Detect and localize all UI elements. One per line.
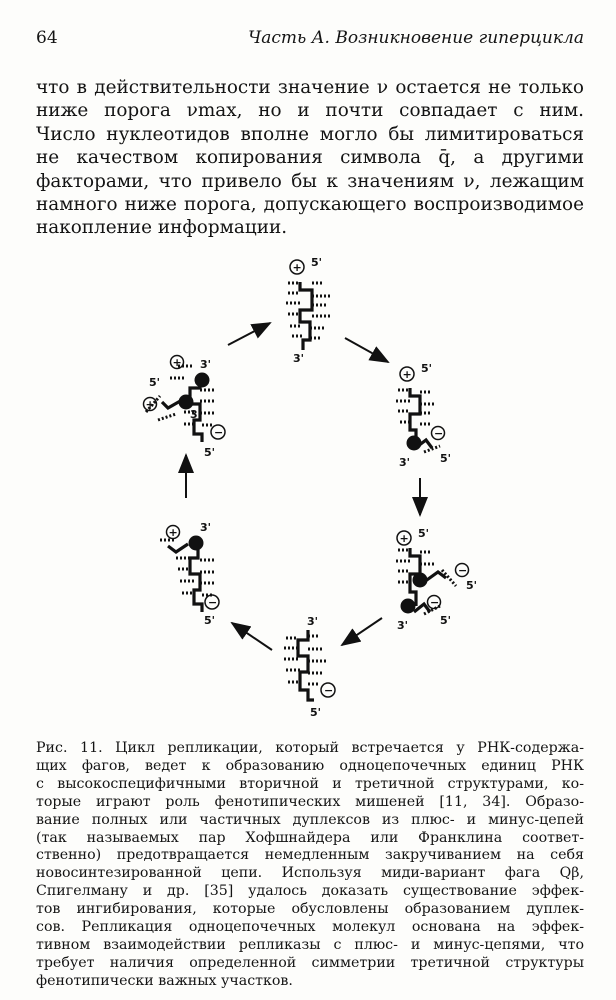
replicase-icon <box>195 373 210 388</box>
caption-line: новосинтезированной цепи. Используя миди-вариант фага Qβ, <box>36 865 584 882</box>
five-prime-label: 5' <box>204 446 216 459</box>
minus-sign-label: − <box>208 596 218 609</box>
replicase-icon <box>189 536 204 551</box>
minus-sign-label: − <box>214 426 224 439</box>
five-prime-label: 5' <box>421 362 433 375</box>
three-prime-label: 3' <box>200 358 212 371</box>
five-prime-label: 5' <box>310 706 322 719</box>
minus-sign-label: − <box>430 596 440 609</box>
caption-line: тивном взаимодействии репликазы с плюс- и минус-цепями, что <box>36 936 584 953</box>
caption-line: торые играют роль фенотипических мишеней [11, 34]. Образо- <box>36 793 584 810</box>
caption-line: тов ингибирования, которые обусловлены образованием дуплек- <box>36 901 584 918</box>
running-title: Часть А. Возникновение гиперцикла <box>248 28 584 48</box>
replication-cycle-figure <box>0 240 616 730</box>
caption-line: вание полных или частичных дуплексов из плюс- и минус-цепей <box>36 811 584 828</box>
arrow-top-left <box>228 323 270 345</box>
figure-caption <box>36 740 584 991</box>
caption-line: сов. Репликация одноцепочечных молекул основана на эффек- <box>36 919 584 936</box>
caption-line: требует наличия определенной симметрии третичной структуры <box>36 954 584 971</box>
five-prime-label: 5' <box>466 579 478 592</box>
caption-line: ственно) предотвращается немедленным закручиванием на себя <box>36 847 584 864</box>
minus-sign-label: − <box>434 427 444 440</box>
body-line: накопление информации. <box>36 217 288 239</box>
replicase-icon <box>407 436 422 451</box>
plus-sign-label: + <box>399 532 409 545</box>
arrow-top-right <box>345 338 388 362</box>
page-number: 64 <box>36 28 58 48</box>
minus-sign-label: − <box>324 684 334 697</box>
caption-line: (так называемых пар Хофшнайдера или Франклина соответ- <box>36 829 584 846</box>
three-prime-label: 3' <box>399 456 411 469</box>
five-prime-label: 5' <box>440 614 452 627</box>
three-prime-label: 3' <box>397 619 409 632</box>
rna-molecule-top <box>286 282 330 350</box>
body-line: факторами, что привело бы к значениям ν, лежащим <box>36 170 584 192</box>
caption-line: фенотипически важных участков. <box>36 972 293 989</box>
body-line: намного ниже порога, допускающего воспроизводимое <box>36 194 584 216</box>
five-prime-label: 5' <box>149 376 161 389</box>
three-prime-label: 3' <box>293 352 305 365</box>
caption-line: Спигелману и др. [35] удалось доказать существование эффек- <box>36 883 584 900</box>
five-prime-label: 5' <box>311 256 323 269</box>
arrow-bottom-right <box>342 618 382 645</box>
body-paragraph <box>36 76 584 240</box>
replicase-icon <box>413 573 428 588</box>
plus-sign-label: + <box>172 356 182 369</box>
body-line: что в действительности значение ν остается не только <box>36 77 584 98</box>
plus-sign-label: + <box>402 368 412 381</box>
caption-line: щих фагов, ведет к образованию одноцепочечных единиц РНК <box>36 757 584 774</box>
five-prime-label: 5' <box>204 614 216 627</box>
five-prime-label: 5' <box>418 527 430 540</box>
plus-sign-label: + <box>292 261 302 274</box>
body-line: Число нуклеотидов вполне могло бы лимитироваться <box>36 123 584 145</box>
page-header <box>36 28 584 54</box>
three-prime-label: 3' <box>307 615 319 628</box>
three-prime-label: 3' <box>190 408 202 421</box>
replicase-icon <box>401 599 416 614</box>
body-line: ниже порога νmax, но и почти совпадает с ним. <box>36 100 584 122</box>
plus-sign-label: + <box>145 398 155 411</box>
three-prime-label: 3' <box>200 521 212 534</box>
five-prime-label: 5' <box>440 452 452 465</box>
body-line: не качеством копирования символа q̄, а другими <box>36 147 584 169</box>
minus-sign-label: − <box>458 564 468 577</box>
caption-line: Рис. 11. Цикл репликации, который встречается у РНК-содержа- <box>36 740 584 756</box>
caption-line: с высокоспецифичными вторичной и третичной структурами, ко- <box>36 775 584 792</box>
rna-molecule-bottom <box>284 630 326 700</box>
arrow-bottom-left <box>232 623 272 650</box>
plus-sign-label: + <box>168 526 178 539</box>
